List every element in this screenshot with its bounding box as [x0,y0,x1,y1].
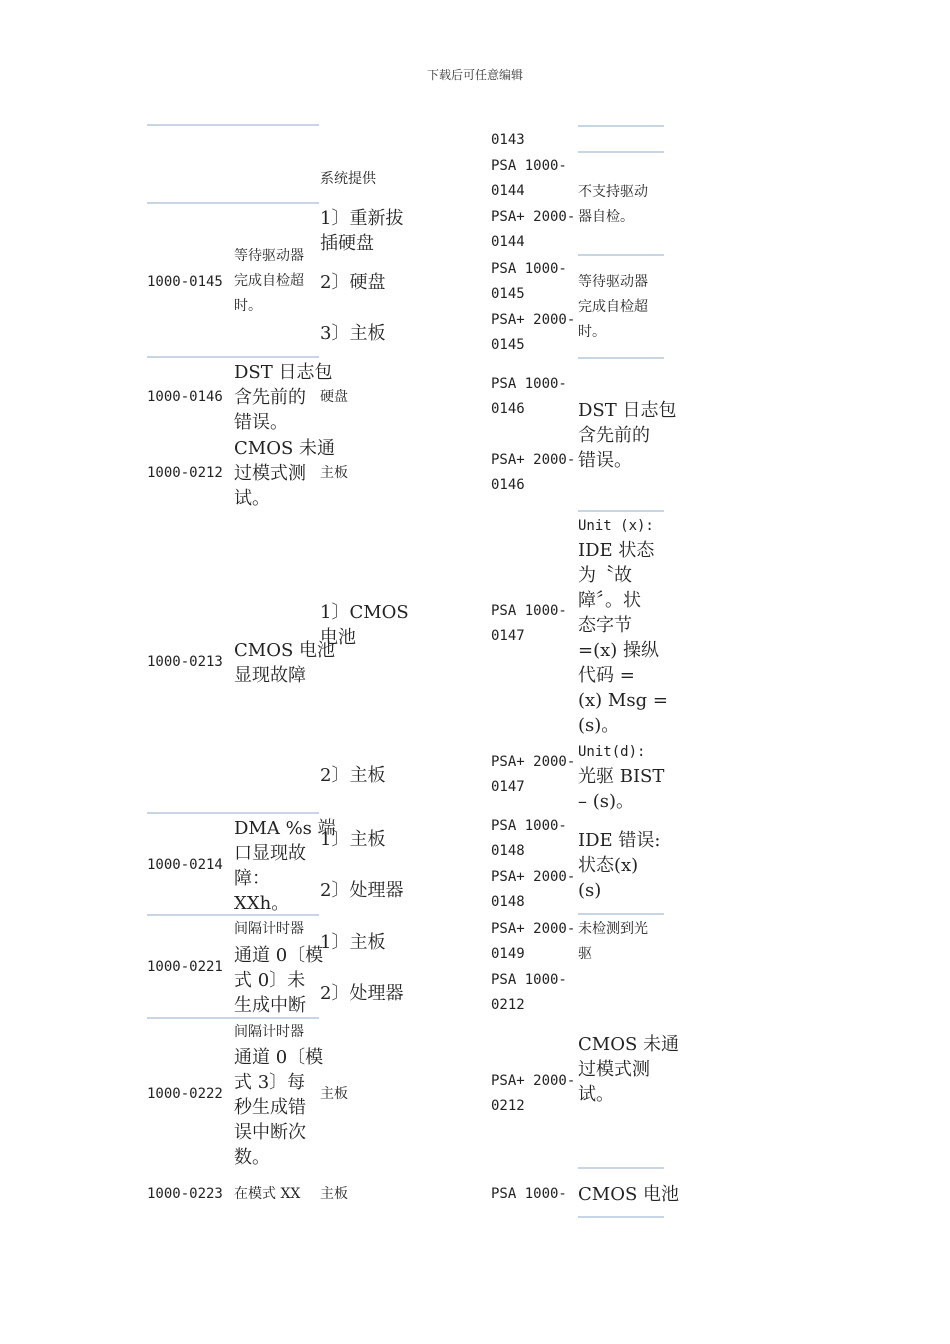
action-text: 2〕处理器 [320,880,404,901]
table-rule [147,812,319,814]
error-desc: DST 日志包 [234,362,333,383]
error-desc: 时。 [234,298,262,314]
action-text: 1〕重新拔 [320,208,404,229]
action-text: 主板 [320,1186,348,1202]
error-desc: IDE 错误: [578,830,661,851]
error-desc: 时。 [578,324,606,340]
action-text: 2〕处理器 [320,983,404,1004]
error-code: 0147 [491,779,525,795]
error-desc: DMA %s 端 [234,818,336,839]
table-rule [578,254,664,256]
error-code: 0212 [491,1098,525,1114]
error-desc: 数。 [234,1147,270,1168]
error-desc: 状态(x) [578,855,639,876]
error-desc: 完成自检超 [234,273,304,289]
error-desc: 障〞。状 [578,590,641,611]
error-desc: 完成自检超 [578,299,648,315]
error-code: PSA+ 2000- [491,452,576,468]
error-desc: 光驱 BIST [578,766,665,787]
error-code: 0212 [491,997,525,1013]
error-code: 0143 [491,132,525,148]
table-rule [578,125,664,127]
action-text: 系统提供 [320,171,376,187]
table-rule [147,202,319,204]
table-rule [578,1216,664,1218]
error-desc: CMOS 电池 [578,1184,680,1205]
error-desc: 为〝故 [578,565,632,586]
error-desc: 式 3〕每 [234,1072,306,1093]
table-rule [578,1167,664,1169]
error-desc: 口显现故 [234,843,306,864]
action-text: 硬盘 [320,389,348,405]
error-code: 0146 [491,401,525,417]
action-text: 1〕主板 [320,829,386,850]
error-code: 1000-0221 [147,959,223,975]
error-desc: 秒生成错 [234,1097,306,1118]
error-desc: 生成中断 [234,995,306,1016]
error-code: PSA 1000- [491,376,567,392]
action-text: 3〕主板 [320,323,386,344]
action-text: 主板 [320,465,348,481]
error-code: 1000-0146 [147,389,223,405]
error-desc: 在模式 XX [234,1186,301,1202]
action-text: 2〕硬盘 [320,272,386,293]
error-desc: 障： [234,868,270,889]
error-desc: 过模式测 [234,463,306,484]
error-desc: 式 0〕未 [234,970,306,991]
error-desc: (x) Msg = [578,690,668,711]
table-rule [147,356,319,358]
error-desc: – (s)。 [578,791,635,812]
table-rule [147,124,319,126]
error-desc: =(x) 操纵 [578,640,659,661]
error-code: 1000-0222 [147,1086,223,1102]
error-desc: 通道 0〔模 [234,1047,324,1068]
error-code: PSA+ 2000- [491,1073,576,1089]
error-code: PSA 1000- [491,972,567,988]
error-code: PSA+ 2000- [491,312,576,328]
error-code: 0149 [491,946,525,962]
error-code: PSA 1000- [491,158,567,174]
table-rule [147,914,319,916]
error-desc: 未检测到光 [578,921,648,937]
error-desc: CMOS 电池 [234,640,336,661]
error-desc: 通道 0〔模 [234,945,324,966]
error-desc: CMOS 未通 [234,438,336,459]
error-code: 0144 [491,234,525,250]
error-code: 0145 [491,337,525,353]
error-desc: 含先前的 [578,425,650,446]
action-text: 1〕主板 [320,932,386,953]
table-rule [578,357,664,359]
error-code: 0148 [491,843,525,859]
error-code: PSA 1000- [491,603,567,619]
error-code: 0147 [491,628,525,644]
error-code: PSA 1000- [491,1186,567,1202]
error-code: 0145 [491,286,525,302]
error-code: PSA 1000- [491,261,567,277]
action-text: 1〕CMOS [320,602,409,623]
error-code: PSA+ 2000- [491,209,576,225]
error-desc: 等待驱动器 [234,248,304,264]
error-desc: (s)。 [578,715,620,736]
error-desc: Unit(d): [578,744,646,760]
error-code: 1000-0212 [147,465,223,481]
error-code: 0144 [491,183,525,199]
table-rule [578,151,664,153]
error-desc: 等待驱动器 [578,274,648,290]
error-desc: 错误。 [578,450,632,471]
error-code: 1000-0214 [147,857,223,873]
error-code: PSA+ 2000- [491,869,576,885]
error-code: 0148 [491,894,525,910]
error-desc: 显现故障 [234,665,306,686]
action-text: 电池 [320,627,356,648]
table-rule [578,510,664,512]
error-desc: 代码 = [578,665,635,686]
error-code: 0146 [491,477,525,493]
error-code: 1000-0213 [147,654,223,670]
error-desc: 间隔计时器 [234,1024,304,1040]
error-desc: 过模式测 [578,1059,650,1080]
error-desc: 含先前的 [234,387,306,408]
error-desc: 错误。 [234,412,288,433]
error-desc: XXh。 [234,893,290,914]
error-code: PSA+ 2000- [491,754,576,770]
error-desc: DST 日志包 [578,400,677,421]
error-desc: 器自检。 [578,209,634,225]
error-code: PSA+ 2000- [491,921,576,937]
error-desc: 误中断次 [234,1122,306,1143]
error-code: 1000-0223 [147,1186,223,1202]
error-desc: 驱 [578,946,592,962]
error-desc: 态字节 [578,615,632,636]
error-desc: 间隔计时器 [234,921,304,937]
error-desc: IDE 状态 [578,540,655,561]
error-desc: CMOS 未通 [578,1034,680,1055]
error-code: 1000-0145 [147,274,223,290]
error-desc: Unit (x): [578,518,654,534]
error-code: PSA 1000- [491,818,567,834]
error-desc: 不支持驱动 [578,184,648,200]
error-desc: 试。 [578,1084,614,1105]
page-header-note: 下载后可任意编辑 [426,68,523,82]
table-rule [578,913,664,915]
action-text: 插硬盘 [320,233,374,254]
action-text: 主板 [320,1086,348,1102]
error-desc: 试。 [234,488,270,509]
action-text: 2〕主板 [320,765,386,786]
error-desc: (s) [578,880,602,901]
